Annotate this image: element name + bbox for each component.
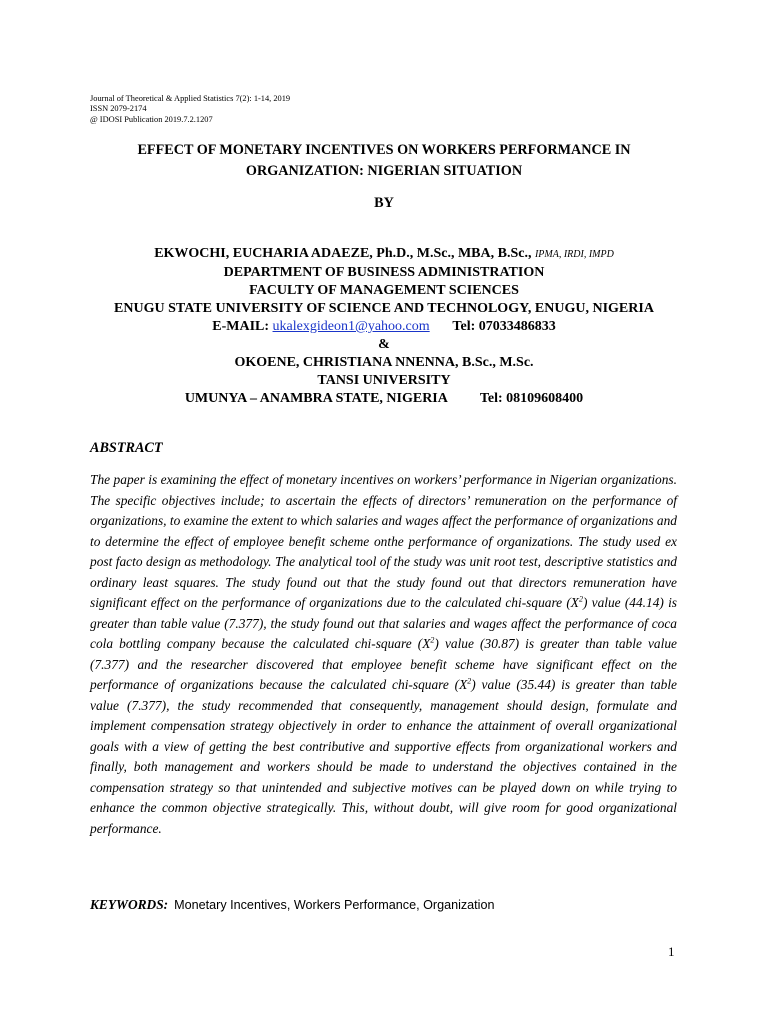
email-label: E-MAIL: (212, 319, 270, 334)
email-link[interactable]: ukalexgideon1@yahoo.com (272, 319, 430, 334)
journal-info (90, 94, 290, 125)
author1-department: DEPARTMENT OF BUSINESS ADMINISTRATION (223, 265, 545, 280)
author2-name: OKOENE, CHRISTIANA NNENNA, B.Sc., M.Sc. (234, 355, 534, 370)
abstract-part-2: ) value (44.14) is greater than table value (7.377), the study found out that salaries and wages affect the performance of coca cola bottling company because the calculated chi-square (X (90, 595, 678, 651)
abstract-part-3: ) value (30.87) is greater than table value (7.377) and the researcher discovered that employee benefit scheme have significant effect on the performance of organizations because the calculated chi-square (X (90, 636, 677, 692)
journal-publisher: @ IDOSI Publication 2019.7.2.1207 (90, 114, 213, 124)
author1-faculty: FACULTY OF MANAGEMENT SCIENCES (249, 283, 519, 298)
author1-memberships: IPMA, IRDI, IMPD (534, 249, 614, 260)
abstract-heading: ABSTRACT (90, 440, 163, 456)
journal-citation: Journal of Theoretical & Applied Statistics 7(2): 1-14, 2019 (90, 94, 291, 103)
authors-block (0, 245, 768, 408)
paper-title (0, 140, 768, 182)
author1-name-line (0, 245, 768, 264)
author2-location: UMUNYA – ANAMBRA STATE, NIGERIA (184, 391, 448, 406)
keywords-label: KEYWORDS: (90, 897, 169, 912)
keywords-line (90, 897, 494, 913)
author1-name: EKWOCHI, EUCHARIA ADAEZE, Ph.D., M.Sc., MBA, B.Sc., (154, 246, 532, 261)
author2-tel: Tel: 08109608400 (479, 391, 584, 406)
superscript-2: 2 (578, 594, 583, 604)
title-line-1: EFFECT OF MONETARY INCENTIVES ON WORKERS PERFORMANCE IN (137, 142, 631, 158)
author1-tel: Tel: 07033486833 (452, 319, 556, 334)
keywords-text: Monetary Incentives, Workers Performance, Organization (174, 898, 495, 912)
author1-university: ENUGU STATE UNIVERSITY OF SCIENCE AND TECHNOLOGY, ENUGU, NIGERIA (114, 301, 654, 316)
page-number: 1 (668, 944, 675, 959)
journal-issn: ISSN 2079-2174 (90, 104, 147, 114)
title-line-2: ORGANIZATION: NIGERIAN SITUATION (245, 163, 523, 179)
author1-contact (0, 318, 768, 336)
abstract-part-4: ) value (35.44) is greater than table value (7.377), the study recommended that consequently, management should design, formulate and implement compensation strategy objectively in order to enhance the attainment of overall organizational goals with a view of getting the best contributive and supportive effects from organizational workers and finally, both management and workers should be made to understand the objectives contained in the compensation strategy so that unintended and subjective motives can be played down on while trying to enhance the common objective strategically. This, without doubt, will give room for good organizational performance. (90, 677, 677, 836)
abstract-part-1: The paper is examining the effect of monetary incentives on workers’ performance in Nigerian organizations. The specific objectives include; to ascertain the effects of directors’ remuneration on the performance of organizations, to examine the extent to which salaries and wages affect the performance of organizations and to determine the effect of employee benefit scheme onthe performance of organizations. The study used ex post facto design as methodology. The analytical tool of the study was unit root test, descriptive statistics and ordinary least squares. The study found out that the study found out that directors remuneration have significant effect on the performance of organizations due to the calculated chi-square (X (90, 472, 677, 610)
superscript-2: 2 (430, 635, 435, 645)
abstract-text (90, 470, 677, 839)
by-label: BY (374, 195, 394, 211)
author2-university: TANSI UNIVERSITY (317, 373, 451, 388)
author2-contact (0, 390, 768, 408)
superscript-2: 2 (467, 676, 472, 686)
ampersand: & (378, 337, 390, 352)
